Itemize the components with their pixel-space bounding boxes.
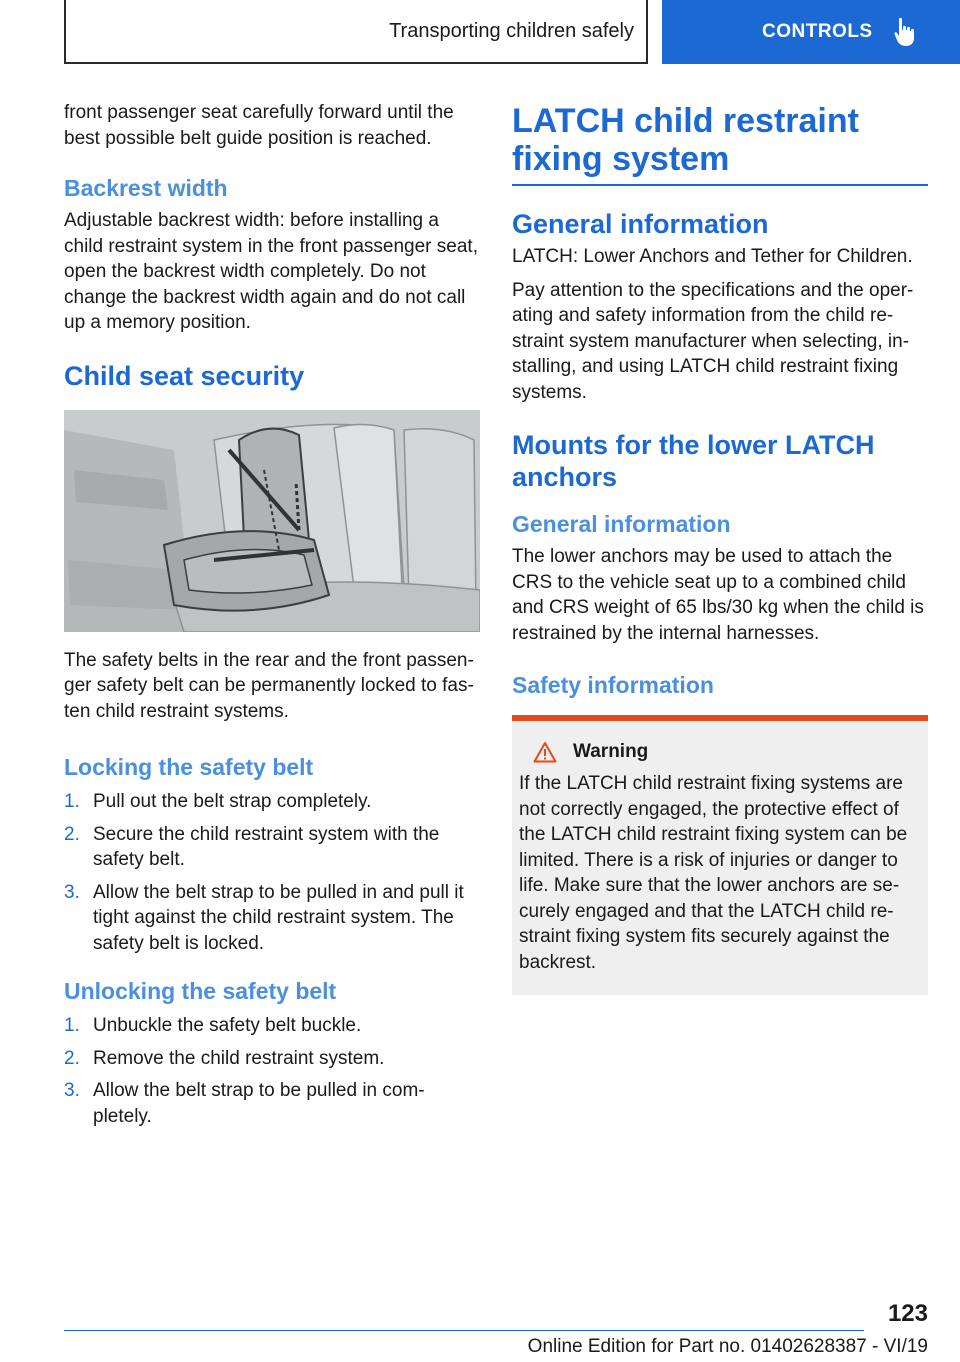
warning-title: Warning [573, 741, 649, 762]
step-text: Allow the belt strap to be pulled in and pull it tight against the child restraint system. The safety belt is locked. [93, 881, 464, 954]
security-heading: Child seat security [64, 360, 305, 391]
heading-rule [512, 184, 928, 186]
step-text: Pull out the belt strap completely. [93, 791, 372, 812]
list-item [64, 1013, 480, 1039]
warning-box [512, 715, 928, 995]
step-number: 2. [64, 823, 80, 845]
warning-triangle-icon [533, 741, 557, 763]
belts-paragraph: The safety belts in the rear and the front passen‐ger safety belt can be permanently locked to fas‐ten child restraint systems. [64, 649, 474, 722]
step-text: Remove the child restraint system. [93, 1047, 385, 1069]
right-column [512, 102, 928, 995]
step-number: 3. [64, 881, 80, 903]
footer-rule [64, 1330, 864, 1331]
locking-steps-list [64, 789, 480, 956]
footer-edition: Online Edition for Part no. 01402628387 - VI/19 [527, 1336, 928, 1357]
page-number: 123 [887, 1300, 928, 1327]
unlocking-steps-list [64, 1013, 480, 1129]
left-column [64, 100, 480, 1136]
list-item [64, 822, 480, 873]
step-text: Allow the belt strap to be pulled in com‐pletely. [93, 1080, 425, 1127]
general-paragraph-2: Pay attention to the specifications and the oper‐ating and safety information from the child re‐straint system manufacturer when selecting, in‐stalling, and using LATCH child restraint fixing systems. [512, 279, 914, 403]
list-item [64, 1078, 480, 1129]
backrest-paragraph: Adjustable backrest width: before installing a child restraint system in the front passenger seat, open the backrest width completely. Do not change the backrest width again and do not call up a memory position. [64, 210, 478, 333]
intro-paragraph: front passenger seat carefully forward until the best possible belt guide position is reached. [64, 102, 454, 149]
header-chapter-label: CONTROLS [762, 21, 873, 42]
step-number: 3. [64, 1080, 80, 1101]
header-chapter-tab[interactable] [662, 0, 960, 64]
general-heading: General information [512, 209, 769, 239]
step-text: Secure the child restraint system with the safety belt. [93, 823, 440, 870]
unlocking-heading: Unlocking the safety belt [64, 978, 337, 1004]
list-item [64, 789, 480, 815]
warning-title-row [519, 741, 921, 763]
mounts-sub-heading: General information [512, 511, 731, 537]
step-number: 1. [64, 791, 80, 812]
pointing-hand-icon [893, 17, 919, 47]
list-item [64, 1046, 480, 1072]
step-number: 2. [64, 1047, 80, 1069]
safety-heading: Safety information [512, 672, 714, 698]
mounts-heading: Mounts for the lower LATCH anchors [512, 430, 875, 492]
step-number: 1. [64, 1015, 80, 1036]
mounts-paragraph: The lower anchors may be used to attach the CRS to the vehicle seat up to a combined child and CRS weight of 65 lbs/30 kg when the child is restrained by the internal harnesses. [512, 546, 924, 644]
child-seat-illustration [64, 410, 480, 632]
general-paragraph-1: LATCH: Lower Anchors and Tether for Children. [512, 246, 913, 267]
header-section-title: Transporting children safely [389, 19, 634, 42]
latch-main-heading: LATCH child restraint fixing system [512, 102, 859, 178]
backrest-heading: Backrest width [64, 175, 228, 201]
step-text: Unbuckle the safety belt buckle. [93, 1015, 362, 1036]
list-item [64, 880, 480, 957]
locking-heading: Locking the safety belt [64, 754, 314, 780]
header-section-title-box [64, 0, 648, 64]
warning-text: If the LATCH child restraint fixing systems are not correctly engaged, the protective effect of the LATCH child restraint fixing system can be limited. There is a risk of injuries or danger to life. Make sure that the lower anchors are se‐curely engaged and that the LATCH child re‐straint fixing system fits securely against the backrest. [519, 773, 908, 973]
